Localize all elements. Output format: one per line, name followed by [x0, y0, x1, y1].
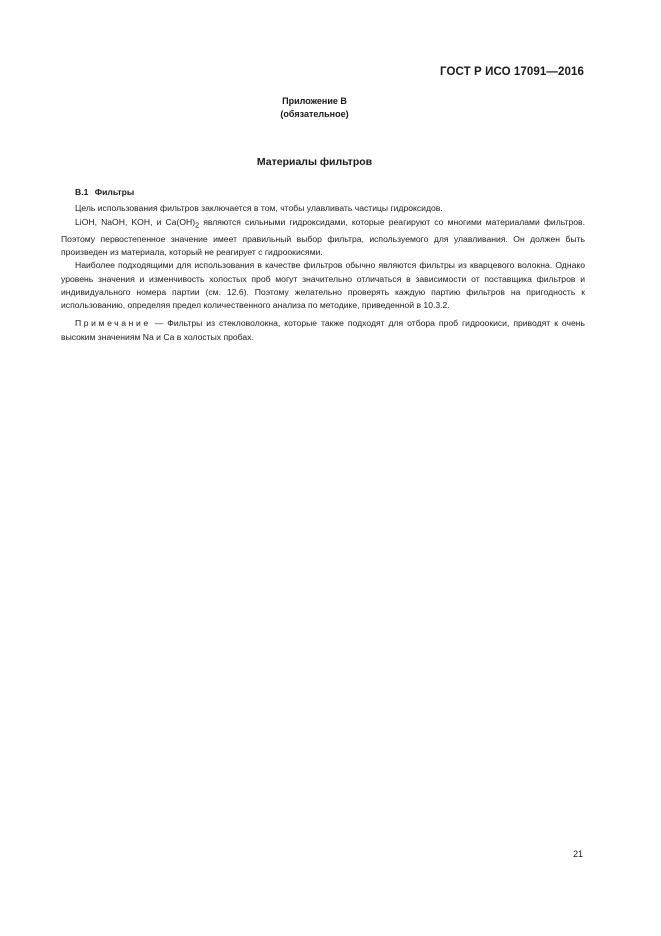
subsection-title: Фильтры [94, 187, 135, 197]
appendix-status: (обязательное) [280, 109, 349, 119]
paragraph-3: Наиболее подходящими для использования в качестве фильтров обычно являются фильтры из кварцевого волокна. Однако уровень значения и изменчивость холостых проб могут значительно отличаться в зависимости от поставщика фильтров и индивидуального номера партии (см. 12.6). Поэтому желательно проверять каждую партию фильтров на пригодность к использованию, определяя предел количественного анализа по методике, приведенной в 10.3.2. [61, 260, 585, 311]
paragraph-1: Цель использования фильтров заключается в том, чтобы улавливать частицы гидроксидов. [75, 203, 443, 214]
appendix-title: Приложение В [282, 96, 347, 106]
subsection-heading [61, 186, 585, 199]
paragraph-2-start: LiOH, NaOH, KOH, и Ca(OH) [75, 216, 196, 227]
note-text: — Фильтры из стекловолокна, которые также подходят для отбора проб гидроокиси, приводят к очень высоким значениям Na и Ca в холостых пробах. [61, 318, 585, 342]
page-number: 21 [572, 849, 583, 859]
paragraph-2-end: являются сильными гидроксидами, которые реагируют со многими материалами фильтров. Поэтому первостепенное значение имеет правильный выбор фильтра, используемого для улавливания. Он должен быть произведен из материала, который не реагирует с гидроокисями. [61, 216, 585, 257]
note [61, 317, 585, 344]
paragraph-2 [61, 216, 585, 260]
subsection-number: В.1 [75, 187, 89, 197]
appendix-heading [0, 95, 629, 121]
document-code: ГОСТ Р ИСО 17091—2016 [439, 66, 584, 78]
section-title: Материалы фильтров [256, 156, 373, 168]
document-body [61, 186, 585, 344]
paragraph-2-subscript: 2 [195, 221, 200, 230]
note-label: Примечание [75, 318, 151, 329]
